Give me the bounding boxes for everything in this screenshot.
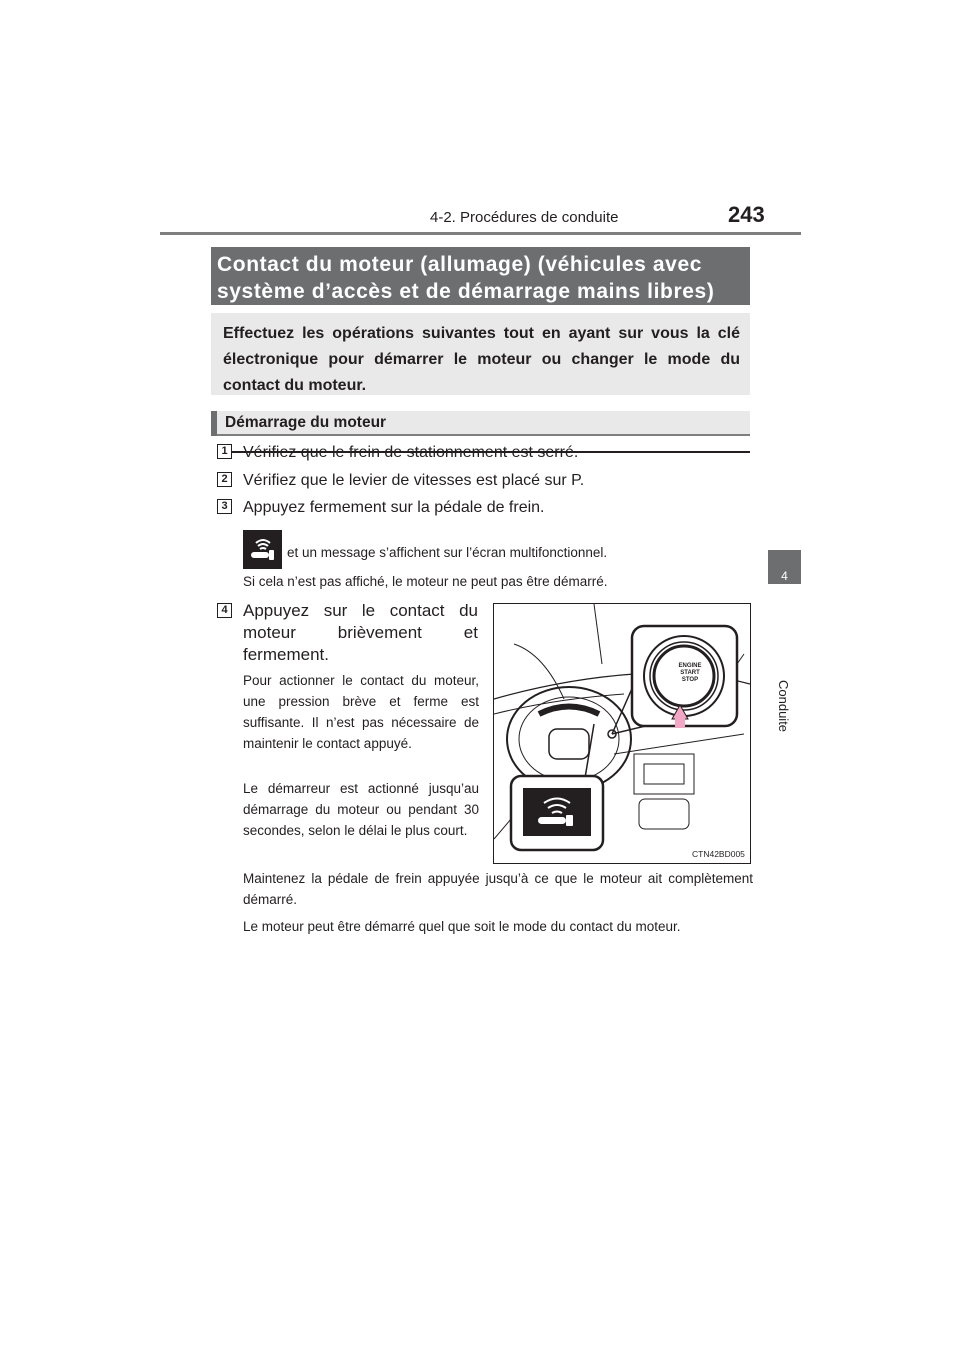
step-note: Maintenez la pédale de frein appuyée jusqu’à ce que le moteur ait complètement démarré. [243,871,753,907]
step-text: Appuyez sur le contact du moteur brièvement et fermement. [243,601,478,664]
icon-caption: et un message s’affichent sur l’écran multifonctionnel. [287,545,608,560]
subheading-marker [211,411,217,436]
button-label: ENGINE [678,663,702,669]
engine-start-stop-button [673,663,707,684]
button-label: START [680,670,700,676]
dashboard-illustration [493,603,751,864]
heading-line-2: système d’accès et de démarrage mains libres) [217,280,715,303]
page-number: 243 [728,202,765,227]
heading-line-1: Contact du moteur (allumage) (véhicules avec [217,253,703,276]
figure-code: CTN42BD005 [692,849,745,859]
step-number: 3 [217,499,232,514]
step-note: Le moteur peut être démarré quel que soit le mode du contact du moteur. [243,919,681,934]
step-text: Vérifiez que le levier de vitesses est placé sur P. [243,472,585,489]
chapter-number: 4 [781,569,788,583]
button-label: STOP [681,677,699,683]
step-number: 2 [217,472,232,487]
subheading: Démarrage du moteur [225,414,387,431]
intro-box [211,313,750,395]
section-title: 4-2. Procédures de conduite [430,209,619,226]
chapter-title [773,680,793,760]
step-text: Vérifiez que le frein de stationnement est serré. [243,444,579,461]
header-rule [160,232,801,235]
intro-text: Effectuez les opérations suivantes tout en ayant sur vous la clé électronique pour démarrer le moteur ou changer le mode du contact du moteur. [223,325,740,394]
step-text: Appuyez fermement sur la pédale de frein. [243,499,545,516]
step-note: Si cela n’est pas affiché, le moteur ne peut pas être démarré. [243,574,608,589]
section-heading [211,247,750,305]
chapter-title-label: Conduite [776,680,791,733]
key-detected-icon [243,530,282,569]
step-number: 1 [217,444,232,459]
step-number: 4 [217,603,232,618]
step-note: Le démarreur est actionné jusqu’au démarrage du moteur ou pendant 30 secondes, selon le délai le plus court. [243,781,479,838]
step-note: Pour actionner le contact du moteur, une pression brève et ferme est suffisante. Il n’est pas nécessaire de maintenir le contact appuyé. [243,673,479,751]
